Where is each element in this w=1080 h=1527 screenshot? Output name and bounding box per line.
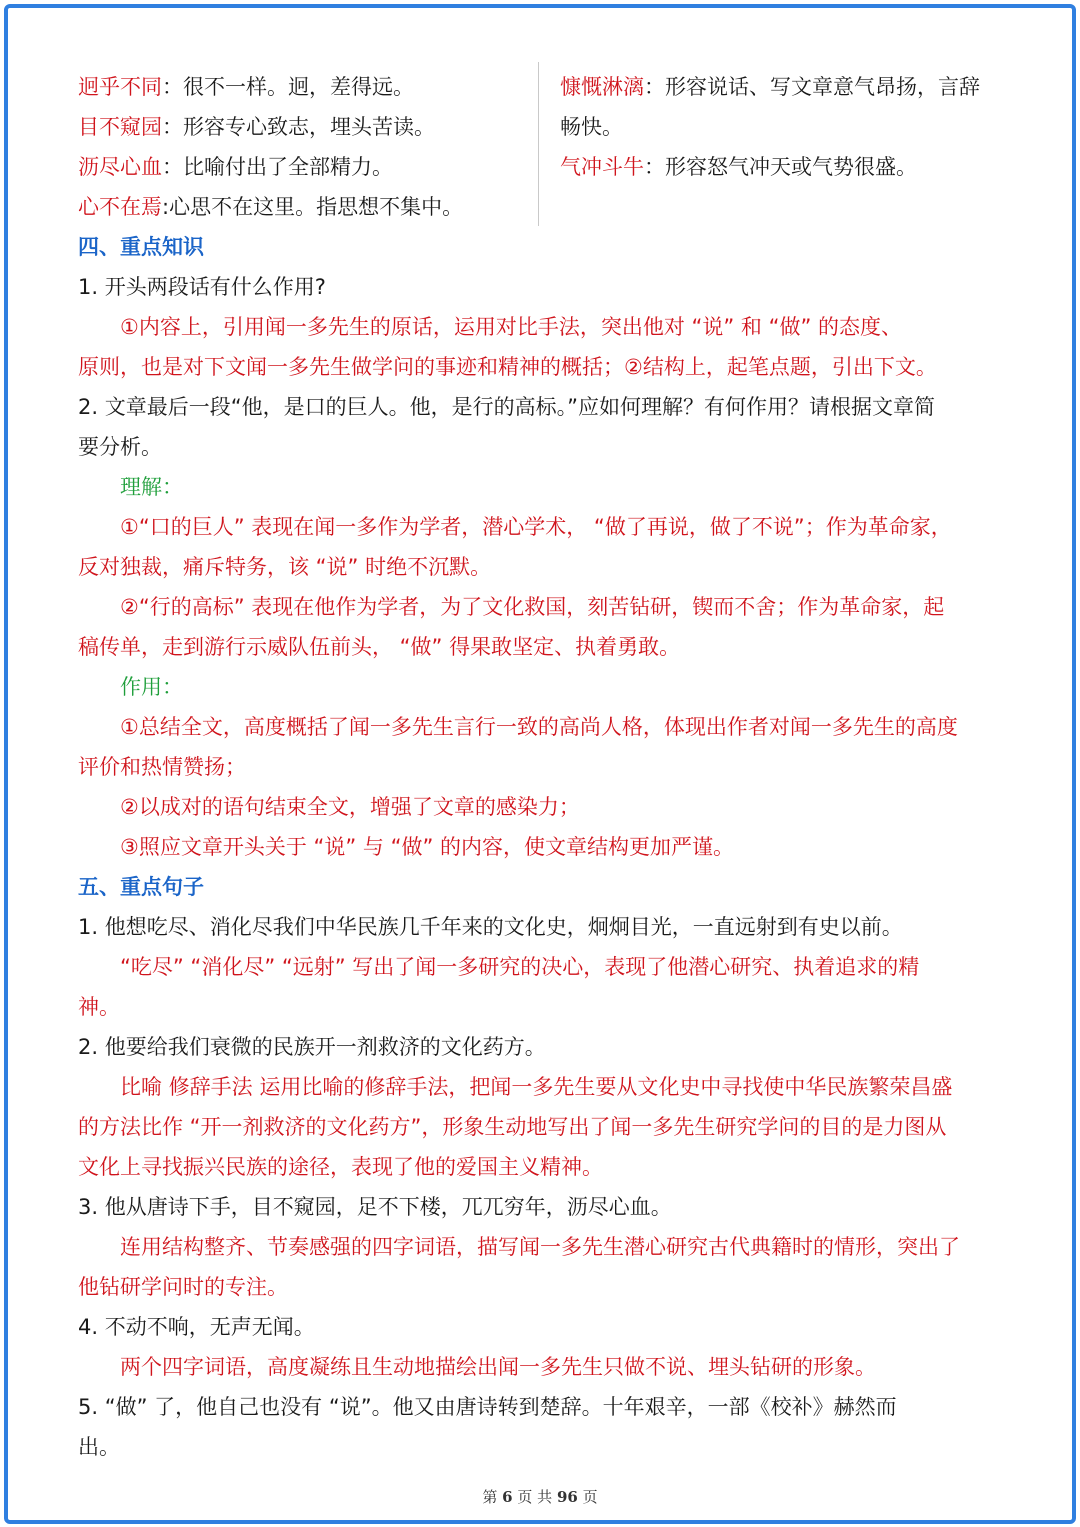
idiom-definition: :心思不在这里。指思想不集中。	[162, 195, 464, 219]
section-heading-key-sentences: 五、重点句子	[78, 875, 204, 899]
sentence-2: 2. 他要给我们衰微的民族开一剂救济的文化药方。	[78, 1035, 546, 1059]
answer-1-line: 原则，也是对下文闻一多先生做学问的事迹和精神的概括；②结构上，起笔点题，引出下文。	[78, 355, 937, 379]
idiom-entry	[560, 147, 1030, 187]
sentence-4: 4. 不动不响，无声无闻。	[78, 1315, 315, 1339]
idiom-definition: ：很不一样。迥，差得远。	[162, 75, 414, 99]
idiom-definition: ：形容说话、写文章意气昂扬，言辞	[644, 75, 980, 99]
footer-suffix: 页	[582, 1488, 598, 1506]
idiom-term: 慷慨淋漓	[560, 75, 644, 99]
sentence-3-analysis-line: 他钻研学问时的专注。	[78, 1275, 288, 1299]
idiom-term: 气冲斗牛	[560, 155, 644, 179]
sentence-1: 1. 他想吃尽、消化尽我们中华民族几千年来的文化史，炯炯目光，一直远射到有史以前。	[78, 915, 903, 939]
question-2-line: 2. 文章最后一段“他，是口的巨人。他，是行的高标。”应如何理解？有何作用？请根据文章简	[78, 395, 935, 419]
sentence-5-line: 5. “做” 了，他自己也没有 “说”。他又由唐诗转到楚辞。十年艰辛，一部《校补》赫然而	[78, 1395, 897, 1419]
effect-3: ③照应文章开头关于 “说” 与 “做” 的内容，使文章结构更加严谨。	[120, 835, 735, 859]
idiom-definition-cont: 畅快。	[560, 115, 623, 139]
total-pages: 96	[556, 1488, 578, 1506]
current-page-number: 6	[502, 1488, 513, 1506]
footer-mid: 页 共	[517, 1488, 553, 1506]
idiom-term: 沥尽心血	[78, 155, 162, 179]
understanding-2-line: 稿传单，走到游行示威队伍前头， “做” 得果敢坚定、执着勇敢。	[78, 635, 681, 659]
idiom-entry	[78, 187, 1008, 227]
idiom-term: 迥乎不同	[78, 75, 162, 99]
label-understanding: 理解：	[120, 475, 183, 499]
sentence-3: 3. 他从唐诗下手，目不窥园，足不下楼，兀兀穷年，沥尽心血。	[78, 1195, 672, 1219]
answer-1-line: ①内容上，引用闻一多先生的原话，运用对比手法，突出他对 “说” 和 “做” 的态度、	[120, 315, 903, 339]
label-effect: 作用：	[120, 675, 183, 699]
column-divider	[538, 62, 539, 226]
effect-1-line: ①总结全文，高度概括了闻一多先生言行一致的高尚人格，体现出作者对闻一多先生的高度	[120, 715, 958, 739]
sentence-5-line: 出。	[78, 1435, 120, 1459]
idiom-term: 目不窥园	[78, 115, 162, 139]
understanding-1-line: 反对独裁，痛斥特务，该 “说” 时绝不沉默。	[78, 555, 492, 579]
idiom-definition: ：形容怒气冲天或气势很盛。	[644, 155, 917, 179]
effect-1-line: 评价和热情赞扬；	[78, 755, 246, 779]
understanding-2-line: ②“行的高标” 表现在他作为学者，为了文化救国，刻苦钻研，锲而不舍；作为革命家，起	[120, 595, 945, 619]
idiom-definition: ：比喻付出了全部精力。	[162, 155, 393, 179]
understanding-1-line: ①“口的巨人” 表现在闻一多作为学者，潜心学术， “做了再说，做了不说”；作为革命家，	[120, 515, 952, 539]
effect-2: ②以成对的语句结束全文，增强了文章的感染力；	[120, 795, 580, 819]
idiom-entry	[560, 67, 1030, 107]
question-2-line: 要分析。	[78, 435, 162, 459]
sentence-2-analysis-line: 文化上寻找振兴民族的途径，表现了他的爱国主义精神。	[78, 1155, 603, 1179]
sentence-2-analysis-line: 比喻 修辞手法 运用比喻的修辞手法，把闻一多先生要从文化史中寻找使中华民族繁荣昌盛	[120, 1075, 953, 1099]
question-1: 1. 开头两段话有什么作用?	[78, 275, 326, 299]
sentence-4-analysis: 两个四字词语，高度凝练且生动地描绘出闻一多先生只做不说、埋头钻研的形象。	[120, 1355, 876, 1379]
sentence-3-analysis-line: 连用结构整齐、节奏感强的四字词语，描写闻一多先生潜心研究古代典籍时的情形，突出了	[120, 1235, 960, 1259]
sentence-1-analysis-line: “吃尽” “消化尽” “远射” 写出了闻一多研究的决心，表现了他潜心研究、执着追求的精	[120, 955, 920, 979]
idiom-definition: ：形容专心致志，埋头苦读。	[162, 115, 435, 139]
sentence-2-analysis-line: 的方法比作 “开一剂救济的文化药方”，形象生动地写出了闻一多先生研究学问的目的是力图从	[78, 1115, 947, 1139]
idiom-term: 心不在焉	[78, 195, 162, 219]
page-footer	[0, 1486, 1080, 1507]
sentence-1-analysis-line: 神。	[78, 995, 120, 1019]
section-heading-key-knowledge: 四、重点知识	[78, 235, 204, 259]
footer-prefix: 第	[482, 1488, 498, 1506]
